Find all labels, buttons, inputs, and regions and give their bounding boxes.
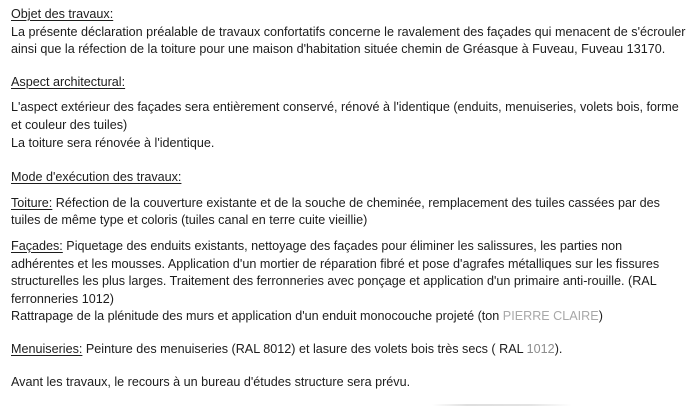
work-item-facades-label: Façades: [11,238,63,253]
spacer-after-toiture [11,230,686,238]
spacer-after-mode-heading [11,187,686,195]
work-item-menuiseries [11,341,686,359]
section-heading-mode-execution-label: Mode d'exécution des travaux: [11,170,182,185]
spacer-after-aspect [11,152,686,169]
menuiseries-text-suffix: ). [554,341,563,356]
section-heading-aspect-label: Aspect architectural: [11,74,126,89]
spacer-after-facades [11,326,686,341]
spacer-after-menuiseries [11,359,686,374]
closing-statement: Avant les travaux, le recours à un bureau d'études structure sera prévu. [11,374,411,389]
menuiseries-ral-faded-code: 1012 [523,341,555,356]
spacer-after-aspect-heading [11,91,686,99]
work-item-facades-extra-line [11,308,686,326]
facades-extra-faded-color-name: PIERRE CLAIRE [502,309,599,324]
menuiseries-text-prefix: Peinture des menuiseries (RAL 8012) et lasure des volets bois très secs ( RAL [82,341,524,356]
scan-smudge-artifact [432,404,572,406]
section-body-aspect-line-2: La toiture sera rénovée à l'identique. [11,135,215,150]
work-item-toiture-text: Réfection de la couverture existante et de la souche de cheminée, remplacement des tuiles cassées par des tuiles de même type et coloris (tuiles canal en terre cuite vieillie) [11,195,660,228]
work-item-facades [11,238,686,308]
work-item-toiture [11,195,686,230]
spacer-after-objet [11,59,686,74]
facades-extra-suffix: ) [598,309,603,324]
section-body-aspect-line-1: L'aspect extérieur des façades sera entièrement conservé, rénové à l'identique (enduits, menuiseries, volets bois, forme et couleur des tuiles) [11,100,679,132]
section-heading-aspect [11,74,686,92]
section-heading-objet [11,6,686,24]
work-item-toiture-label: Toiture: [11,195,53,210]
work-item-facades-text: Piquetage des enduits existants, nettoyage des façades pour éliminer les salissures, les parties non adhérentes et les mousses. Application d'un mortier de réparation fibré et pose d'agrafes métalliques sur les fissures structurelles les plus larges. Traitement des ferronneries avec ponçage et application d'un primaire anti-rouille. (RAL ferronneries 1012) [11,238,660,306]
section-heading-mode-execution [11,169,686,187]
section-heading-objet-label: Objet des travaux: [11,7,114,21]
section-body-objet: La présente déclaration préalable de travaux confortatifs concerne le ravalement des façades qui menacent de s'écrouler ainsi que la réfection de la toiture pour une maison d'habitation située chemin de Gréasque à Fuveau, Fuveau 13170. [11,24,686,57]
facades-extra-prefix: Rattrapage de la plénitude des murs et application d'un enduit monocouche projeté (ton [11,309,503,324]
work-item-menuiseries-label: Menuiseries: [11,341,83,356]
